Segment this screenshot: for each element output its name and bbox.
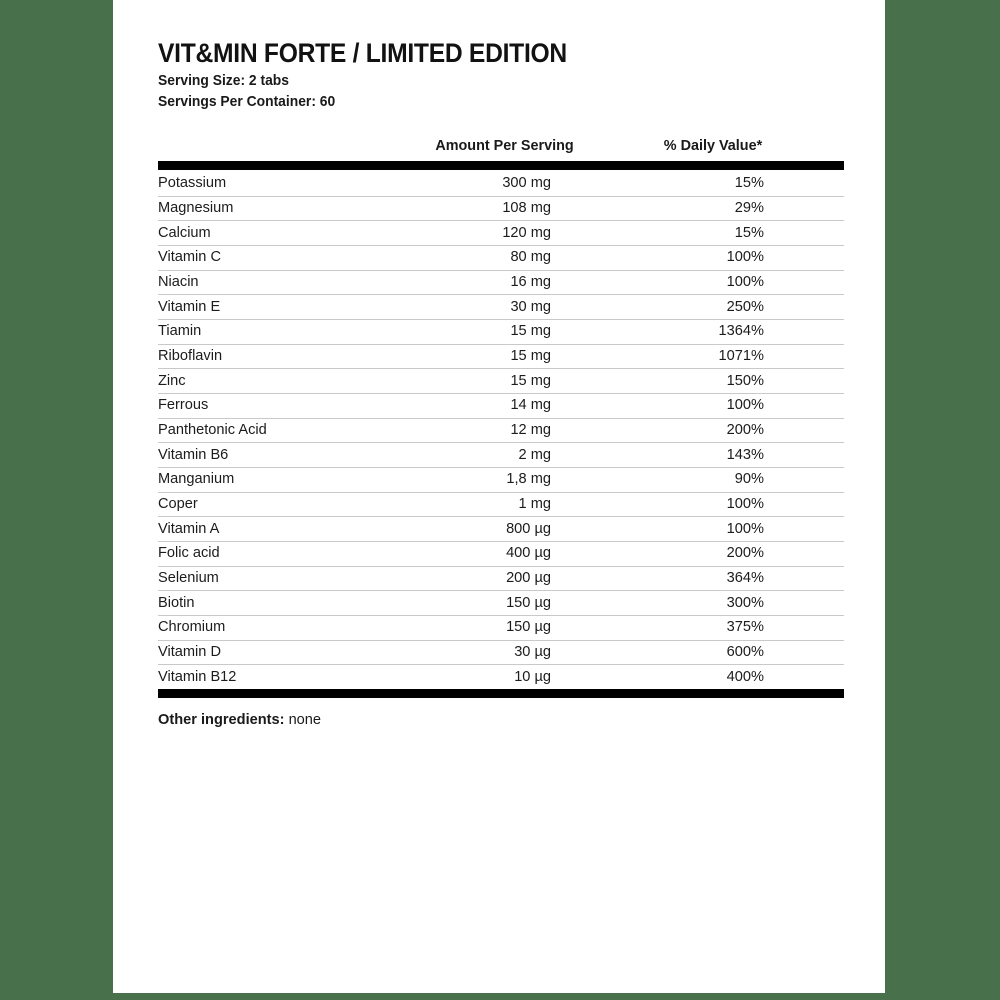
nutrient-amount: 150 µg — [383, 615, 626, 640]
table-row — [158, 467, 844, 492]
nutrient-daily-value: 300% — [626, 591, 844, 616]
top-rule-bar — [158, 161, 844, 170]
table-row — [158, 245, 844, 270]
other-ingredients-value: none — [288, 711, 322, 728]
nutrient-name: Selenium — [158, 566, 383, 591]
nutrient-amount: 30 mg — [383, 295, 626, 320]
other-ingredients — [158, 712, 844, 728]
nutrient-name: Vitamin B6 — [158, 443, 383, 468]
product-title: VIT&MIN FORTE / LIMITED EDITION — [158, 38, 567, 68]
table-row — [158, 344, 844, 369]
nutrient-amount: 30 µg — [383, 640, 626, 665]
table-row — [158, 615, 844, 640]
nutrient-amount: 150 µg — [383, 591, 626, 616]
nutrient-daily-value: 600% — [626, 640, 844, 665]
nutrient-daily-value: 400% — [726, 668, 764, 685]
table-row — [158, 443, 844, 468]
nutrient-daily-value: 90% — [626, 467, 844, 492]
table-footer — [158, 689, 844, 698]
nutrient-name: Vitamin C — [158, 245, 383, 270]
label-sheet — [113, 0, 885, 993]
nutrient-amount: 15 mg — [383, 369, 626, 394]
nutrient-amount: 15 mg — [383, 319, 626, 344]
table-row — [158, 541, 844, 566]
nutrient-name: Vitamin E — [158, 295, 383, 320]
nutrient-daily-value: 100% — [626, 393, 844, 418]
table-row — [158, 170, 844, 196]
table-header — [158, 138, 844, 170]
nutrient-name: Potassium — [158, 170, 383, 196]
nutrient-name: Zinc — [158, 369, 383, 394]
table-row — [158, 418, 844, 443]
nutrient-amount: 108 mg — [383, 196, 626, 221]
nutrient-amount: 2 mg — [383, 443, 626, 468]
table-row — [158, 221, 844, 246]
nutrient-name: Calcium — [158, 221, 383, 246]
nutrient-amount: 80 mg — [383, 245, 626, 270]
nutrient-daily-value: 250% — [626, 295, 844, 320]
nutrient-name: Chromium — [158, 615, 383, 640]
nutrient-name: Vitamin D — [158, 640, 383, 665]
nutrient-daily-value: 1071% — [626, 344, 844, 369]
column-header-amount-per-serving: Amount Per Serving — [435, 138, 574, 155]
nutrient-name: Manganium — [158, 467, 383, 492]
nutrient-amount: 14 mg — [383, 393, 626, 418]
nutrient-daily-value: 1364% — [626, 319, 844, 344]
nutrient-name: Panthetonic Acid — [158, 418, 383, 443]
nutrient-amount: 15 mg — [383, 344, 626, 369]
nutrient-name: Magnesium — [158, 196, 383, 221]
bottom-rule-bar — [158, 689, 844, 698]
table-row — [158, 640, 844, 665]
nutrient-daily-value: 100% — [626, 270, 844, 295]
table-row — [158, 665, 844, 689]
nutrient-name: Ferrous — [158, 393, 383, 418]
table-row — [158, 591, 844, 616]
nutrient-name: Vitamin B12 — [158, 668, 237, 685]
nutrient-amount: 16 mg — [383, 270, 626, 295]
nutrient-daily-value: 200% — [626, 418, 844, 443]
nutrient-amount: 12 mg — [383, 418, 626, 443]
serving-size-line: Serving Size: 2 tabs — [158, 73, 289, 90]
table-row — [158, 295, 844, 320]
column-header-daily-value: % Daily Value* — [663, 138, 763, 155]
nutrient-name: Folic acid — [158, 541, 383, 566]
nutrient-daily-value: 100% — [626, 517, 844, 542]
nutrient-daily-value: 150% — [626, 369, 844, 394]
nutrient-amount: 1 mg — [383, 492, 626, 517]
nutrient-daily-value: 29% — [626, 196, 844, 221]
table-row — [158, 393, 844, 418]
nutrient-amount: 10 µg — [514, 668, 551, 685]
nutrient-daily-value: 375% — [626, 615, 844, 640]
nutrient-daily-value: 200% — [626, 541, 844, 566]
nutrient-amount: 800 µg — [383, 517, 626, 542]
nutrient-name: Coper — [158, 492, 383, 517]
table-body — [158, 170, 844, 689]
nutrient-name: Biotin — [158, 591, 383, 616]
nutrient-daily-value: 143% — [626, 443, 844, 468]
table-top-rule — [158, 161, 844, 170]
nutrient-name: Tiamin — [158, 319, 383, 344]
nutrient-amount: 200 µg — [383, 566, 626, 591]
table-row — [158, 517, 844, 542]
table-row — [158, 319, 844, 344]
table-row — [158, 196, 844, 221]
table-header-row — [158, 138, 844, 161]
other-ingredients-label: Other ingredients: — [158, 711, 285, 728]
table-row — [158, 369, 844, 394]
servings-per-container-line: Servings Per Container: 60 — [158, 94, 336, 111]
table-row — [158, 270, 844, 295]
nutrient-daily-value: 364% — [626, 566, 844, 591]
nutrient-daily-value: 15% — [626, 170, 844, 196]
nutrient-amount: 1,8 mg — [383, 467, 626, 492]
table-bottom-rule — [158, 689, 844, 698]
nutrient-name: Vitamin A — [158, 517, 383, 542]
nutrient-amount: 120 mg — [383, 221, 626, 246]
column-header-nutrient — [158, 138, 383, 161]
table-row — [158, 566, 844, 591]
table-row — [158, 492, 844, 517]
nutrient-name: Niacin — [158, 270, 383, 295]
label-content — [158, 40, 844, 728]
nutrient-amount: 400 µg — [383, 541, 626, 566]
nutrient-daily-value: 100% — [626, 492, 844, 517]
supplement-facts-table — [158, 138, 844, 698]
nutrient-daily-value: 100% — [626, 245, 844, 270]
nutrient-amount: 300 mg — [383, 170, 626, 196]
nutrient-daily-value: 15% — [626, 221, 844, 246]
nutrient-name: Riboflavin — [158, 344, 383, 369]
